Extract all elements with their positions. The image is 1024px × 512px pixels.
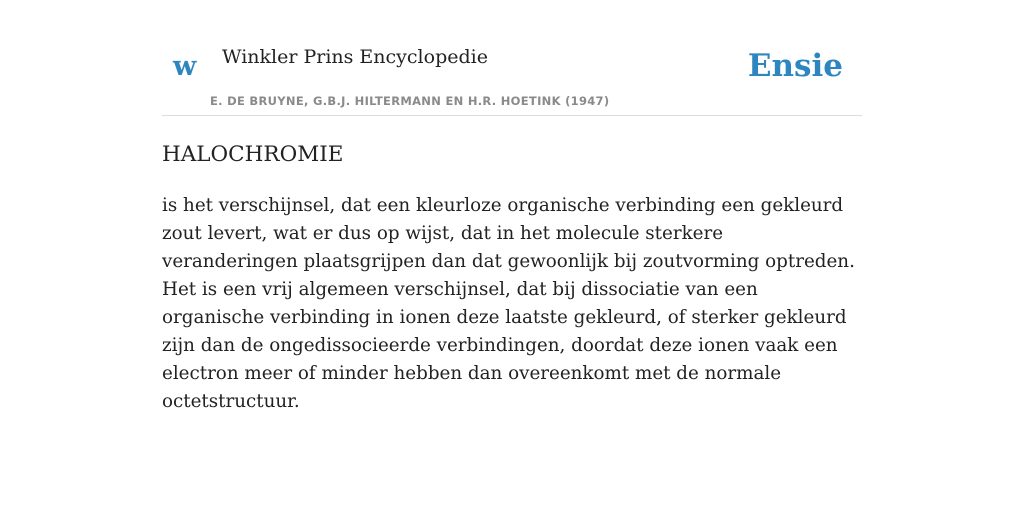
header xyxy=(162,40,862,116)
article-headword: HALOCHROMIE xyxy=(162,142,344,167)
winkler-prins-logo[interactable]: w xyxy=(173,51,197,82)
source-title: Winkler Prins Encyclopedie xyxy=(222,46,488,68)
source-authors: E. DE BRUYNE, G.B.J. HILTERMANN EN H.R. HOETINK (1947) xyxy=(210,94,610,108)
article-body: is het verschijnsel, dat een kleurloze organische verbinding een gekleurd zout levert, wat er dus op wijst, dat in het molecule sterkere veranderingen plaatsgrijpen dan dat gewoonlijk bij zoutvorming optreden. Het is een vrij algemeen verschijnsel, dat bij dissociatie van een organische verbinding in ionen deze laatste gekleurd, of sterker gekleurd zijn dan de ongedissocieerde verbindingen, doordat deze ionen vaak een electron meer of minder hebben dan overeenkomt met de normale octetstructuur. xyxy=(162,195,855,412)
ensie-logo[interactable]: Ensie xyxy=(747,48,843,84)
